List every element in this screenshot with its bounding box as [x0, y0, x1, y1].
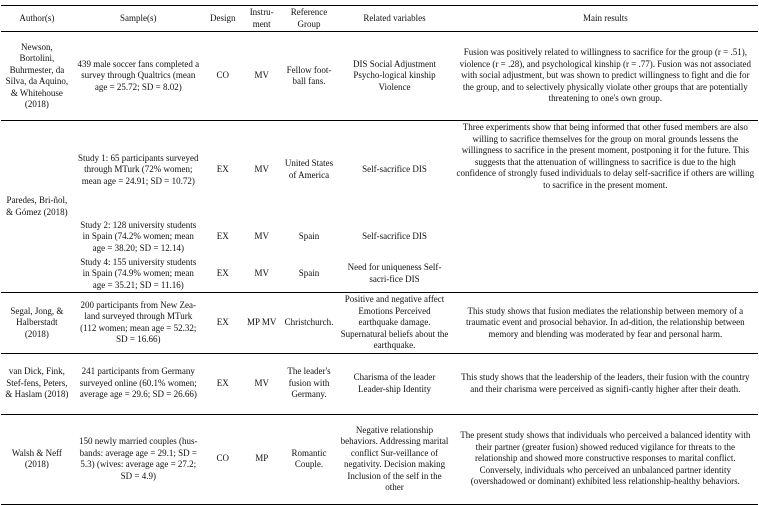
instrument-cell: MV — [254, 70, 269, 81]
reference-cell: Romantic Couple. — [291, 447, 327, 469]
results-cell: Three experiments show that being informed that other fused members are also willing to sacrifice themselves for the group on moral grounds lessens the willingness to sacrifice in the present moment, postponing it for the future. This suggests that the attenuation of willingness to sacrifice is due to the high confidence of strongly fused individuals to delay self-sacrifice if others are willing to sacrifice in the present moment. — [456, 122, 755, 190]
reference-cell: Spain — [298, 268, 320, 278]
design-cell: EX — [216, 231, 229, 242]
design-cell: CO — [216, 453, 230, 464]
design-cell: EX — [216, 164, 229, 174]
header-related-variables: Related variables — [363, 12, 426, 23]
reference-cell: United States of America — [284, 158, 334, 180]
header-sample: Sample(s) — [120, 12, 157, 23]
studies-table — [1, 5, 758, 505]
instrument-cell: MV — [254, 377, 269, 388]
sample-cell: Study 2: 128 university students in Spain (74.2% women; mean age = 38.20; SD = 12.14) — [80, 219, 197, 253]
reference-cell: Fellow foot-ball fans. — [286, 64, 332, 86]
reference-cell: The leader's fusion with Germany. — [287, 366, 331, 400]
table-row — [1, 414, 758, 504]
variables-cell: Charisma of the leader Leader-ship Identity — [353, 372, 436, 394]
variables-cell: Negative relationship behaviors. Addressing marital conflict Sur-veillance of negativity. Decision making Inclusion of the self in the other — [340, 424, 449, 492]
design-cell: EX — [216, 377, 229, 388]
header-instrument: Instru-ment — [249, 7, 274, 29]
author-cell: van Dick, Fink, Stef-fens, Peters, & Haslam (2018) — [5, 366, 69, 400]
results-cell: This study shows that fusion mediates the relationship between memory of a traumatic event and prosocial behavior. In ad-dition, the relationship between memory and blending was moderated by fear and personal harm. — [466, 305, 745, 339]
header-design: Design — [210, 12, 236, 23]
variables-cell: DIS Social Adjustment Psycho-logical kinship Violence — [353, 58, 437, 92]
instrument-cell: MV — [254, 231, 269, 242]
header-reference-group: Reference Group — [290, 7, 328, 29]
table-row — [1, 256, 758, 293]
design-cell: EX — [216, 268, 229, 278]
header-main-results: Main results — [582, 12, 628, 23]
table-row — [1, 353, 758, 414]
results-cell: The present study shows that individuals who perceived a balanced identity with their partner (greater fusion) showed reduced vigilance for threats to the relationship and showed more constructive responses to marital conflict. Conversely, individuals who perceived an unbalanced partner identity (overshadowed or dominant) exhibited less relationship-healthy behaviors. — [460, 430, 751, 487]
sample-cell: 439 male soccer fans completed a survey through Qualtrics (mean age = 25.72; SD = 8.02) — [77, 58, 200, 92]
design-cell: EX — [216, 317, 229, 327]
table-row — [1, 293, 758, 354]
sample-cell: 241 participants from Germany surveyed online (60.1% women; average age = 29.6; SD = 26.66) — [79, 366, 197, 400]
author-cell: Walsh & Neff (2018) — [11, 447, 62, 469]
table-row — [1, 32, 758, 121]
design-cell: CO — [216, 70, 230, 81]
variables-cell: Self-sacrifice DIS — [362, 231, 427, 242]
sample-cell: 200 participants from New Zea-land surveyed through MTurk (112 women; mean age = 52.32; SD = 16.66) — [80, 299, 197, 345]
variables-cell: Self-sacrifice DIS — [362, 164, 427, 174]
instrument-cell: MV — [254, 268, 269, 278]
variables-cell: Need for uniqueness Self-sacri-fice DIS — [347, 262, 442, 284]
header-row — [1, 6, 758, 32]
author-cell: Segal, Jong, & Halberstadt (2018) — [10, 305, 64, 339]
instrument-cell: MV — [254, 164, 269, 174]
sample-cell: Study 1: 65 participants surveyed through MTurk (72% women; mean age = 24.91; SD = 10.72) — [78, 152, 199, 186]
header-author: Author(s) — [19, 12, 55, 23]
instrument-cell: MP MV — [246, 317, 277, 327]
sample-cell: Study 4: 155 university students in Spain (74.9% women; mean age = 35.21; SD = 11.16) — [80, 256, 197, 290]
reference-cell: Christchurch. — [284, 317, 334, 327]
instrument-cell: MP — [255, 453, 269, 464]
author-cell: Newson, Bortolini, Buhrmester, da Silva, da Aquino, & Whitehouse (2018) — [5, 41, 69, 109]
results-cell: This study shows that the leadership of the leaders, their fusion with the country and their charisma were perceived as signifi-cantly higher after their death. — [461, 372, 750, 394]
variables-cell: Positive and negative affect Emotions Perceived earthquake damage. Supernatural beliefs about the earthquake. — [340, 294, 449, 350]
reference-cell: Spain — [298, 231, 320, 242]
author-cell: Paredes, Bri-ñol, & Gómez (2018) — [6, 195, 68, 217]
results-cell: Fusion was positively related to willingness to sacrifice for the group (r = .51), violence (r = .28), and psychological kinship (r = .77). Fusion was not associated with social adjustment, but was shown to predict willingness to fight and die for the group, and to selectively physically violate other groups that are potentially threatening to one's own group. — [459, 47, 752, 104]
sample-cell: 150 newly married couples (hus-bands: average age = 29.1; SD = 5.3) (wives: average age = 27.2; SD = 4.9) — [79, 436, 198, 481]
table-row — [1, 121, 758, 219]
